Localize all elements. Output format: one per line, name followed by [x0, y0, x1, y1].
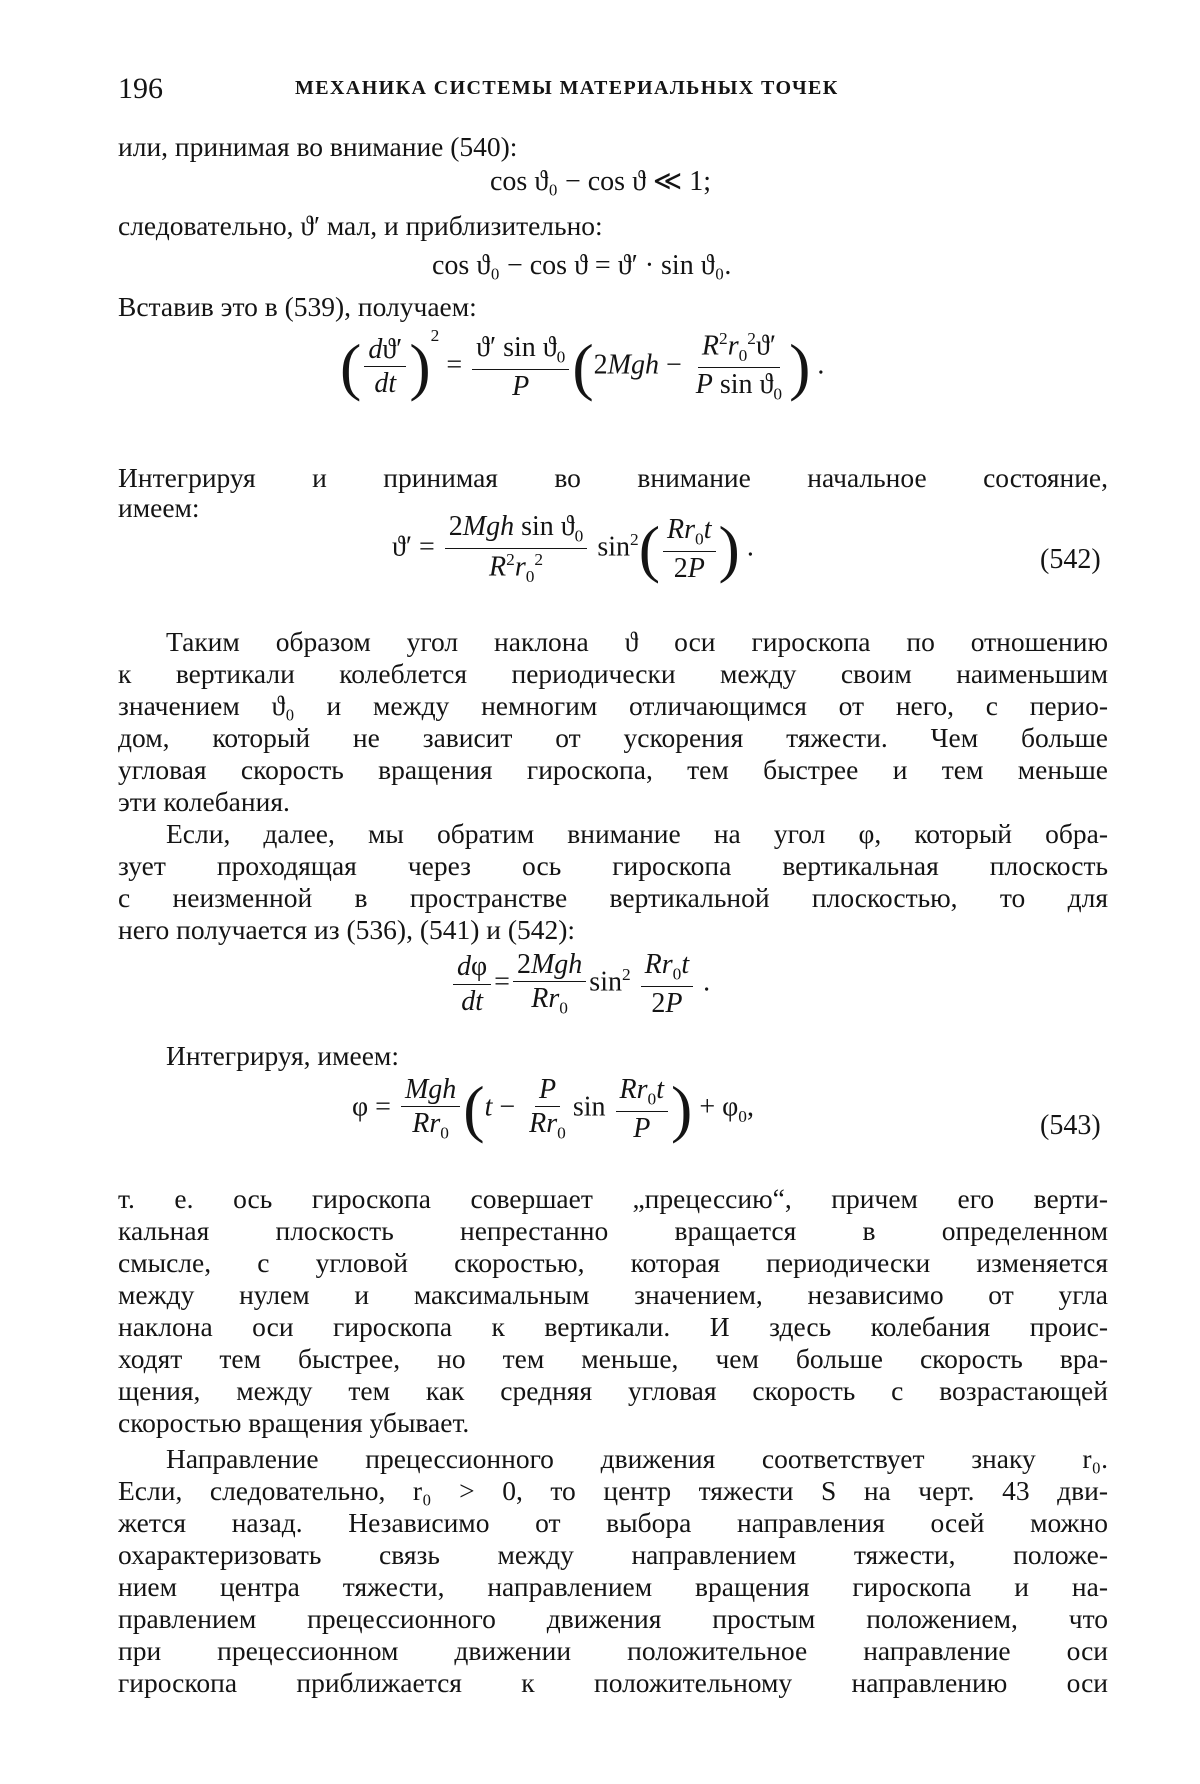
paragraph-line: при прецессионном движении положительное направление оси	[118, 1635, 1108, 1666]
paragraph-line: правлением прецессионного движения простым положением, что	[118, 1603, 1108, 1634]
paragraph-line: жется назад. Независимо от выбора направления осей можно	[118, 1507, 1108, 1538]
paragraph-line: смысле, с угловой скоростью, которая периодически изменяется	[118, 1247, 1108, 1278]
equation-542: ϑ′ = $\frac{2Mgh \sin ϑ_0}{R^2r_0^2}$ $\sin^2$( $\frac{Rr_0t}{2P}$ ) .	[392, 511, 754, 586]
paragraph-line: Если, далее, мы обратим внимание на угол φ, который обра-	[166, 818, 1108, 849]
paragraph-line: дом, который не зависит от ускорения тяжести. Чем больше	[118, 722, 1108, 753]
paragraph-line: Таким образом угол наклона ϑ оси гироскопа по отношению	[166, 626, 1108, 657]
running-head	[118, 72, 1108, 108]
paragraph-line: эти колебания.	[118, 786, 290, 817]
equation-inequality: cos ϑ₀ − cos ϑ ≪ 1;	[490, 166, 712, 197]
paragraph-line: к вертикали колеблется периодически между своим наименьшим	[118, 658, 1108, 689]
paragraph-line: наклона оси гироскопа к вертикали. И здесь колебания проис-	[118, 1311, 1108, 1342]
paragraph-line: между нулем и максимальным значением, независимо от угла	[118, 1279, 1108, 1310]
equation-543: φ = $\frac{\text{Mgh}}{Rr_0}$ (t − $\frac{P}{Rr_0}$ sin $\frac{Rr_0t}{P}$ ) + $\varphi_0$,	[352, 1073, 754, 1145]
equation-number: (543)	[1040, 1110, 1101, 1141]
page-number: 196	[118, 72, 163, 105]
paragraph-line: охарактеризовать связь между направлением тяжести, положе-	[118, 1539, 1108, 1570]
text-line: Интегрируя, имеем:	[166, 1040, 399, 1071]
text-line: Интегрируя и принимая во внимание начальное состояние,	[118, 462, 1108, 493]
paragraph-line: с неизменной в пространстве вертикальной плоскостью, то для	[118, 882, 1108, 913]
paragraph-line: Направление прецессионного движения соответствует знаку r₀.	[166, 1443, 1108, 1474]
paragraph-line: кальная плоскость непрестанно вращается в определенном	[118, 1215, 1108, 1246]
paragraph-line: т. е. ось гироскопа совершает „прецессию“, причем его верти-	[118, 1183, 1108, 1214]
paragraph-line: зует проходящая через ось гироскопа вертикальная плоскость	[118, 850, 1108, 881]
paragraph-line: нием центра тяжести, направлением вращения гироскопа и на-	[118, 1571, 1108, 1602]
paragraph-line: значением ϑ₀ и между немногим отличающимся от него, с перио-	[118, 690, 1108, 721]
text-line: следовательно, ϑ′ мал, и приблизительно:	[118, 210, 603, 241]
text-line: Вставив это в (539), получаем:	[118, 291, 477, 322]
text-line: имеем:	[118, 492, 200, 523]
paragraph-line: угловая скорость вращения гироскопа, тем быстрее и тем меньше	[118, 754, 1108, 785]
equation-number: (542)	[1040, 544, 1101, 575]
text-line: или, принимая во внимание (540):	[118, 131, 518, 162]
paragraph-line: Если, следовательно, r₀ > 0, то центр тяжести S на черт. 43 дви-	[118, 1475, 1108, 1506]
paragraph-line: скоростью вращения убывает.	[118, 1407, 470, 1438]
running-title: МЕХАНИКА СИСТЕМЫ МАТЕРИАЛЬНЫХ ТОЧЕК	[295, 77, 839, 99]
paragraph-line: щения, между тем как средняя угловая скорость с возрастающей	[118, 1375, 1108, 1406]
equation-541: ( $\frac{dϑ'}{dt}$ )$^2$ = $\frac{ϑ' \sin ϑ_0}{P}$ (2Mgh − $\frac{R^2r_0^2ϑ'}{P \sin ϑ_0}$ ) .	[340, 326, 825, 404]
paragraph-line: ходят тем быстрее, но тем меньше, чем больше скорость вра-	[118, 1343, 1108, 1374]
paragraph-line: него получается из (536), (541) и (542):	[118, 914, 576, 945]
equation-dphi-dt: $\frac{d\varphi}{dt}$ = $\frac{\text{2Mgh}}{Rr_0}$ $\sin^2$ $\frac{Rr_0t}{2P}$ .	[450, 950, 710, 1018]
equation-approximation: cos ϑ₀ − cos ϑ = ϑ′ · sin ϑ₀.	[432, 250, 732, 281]
paragraph-line: гироскопа приближается к положительному направлению оси	[118, 1667, 1108, 1698]
